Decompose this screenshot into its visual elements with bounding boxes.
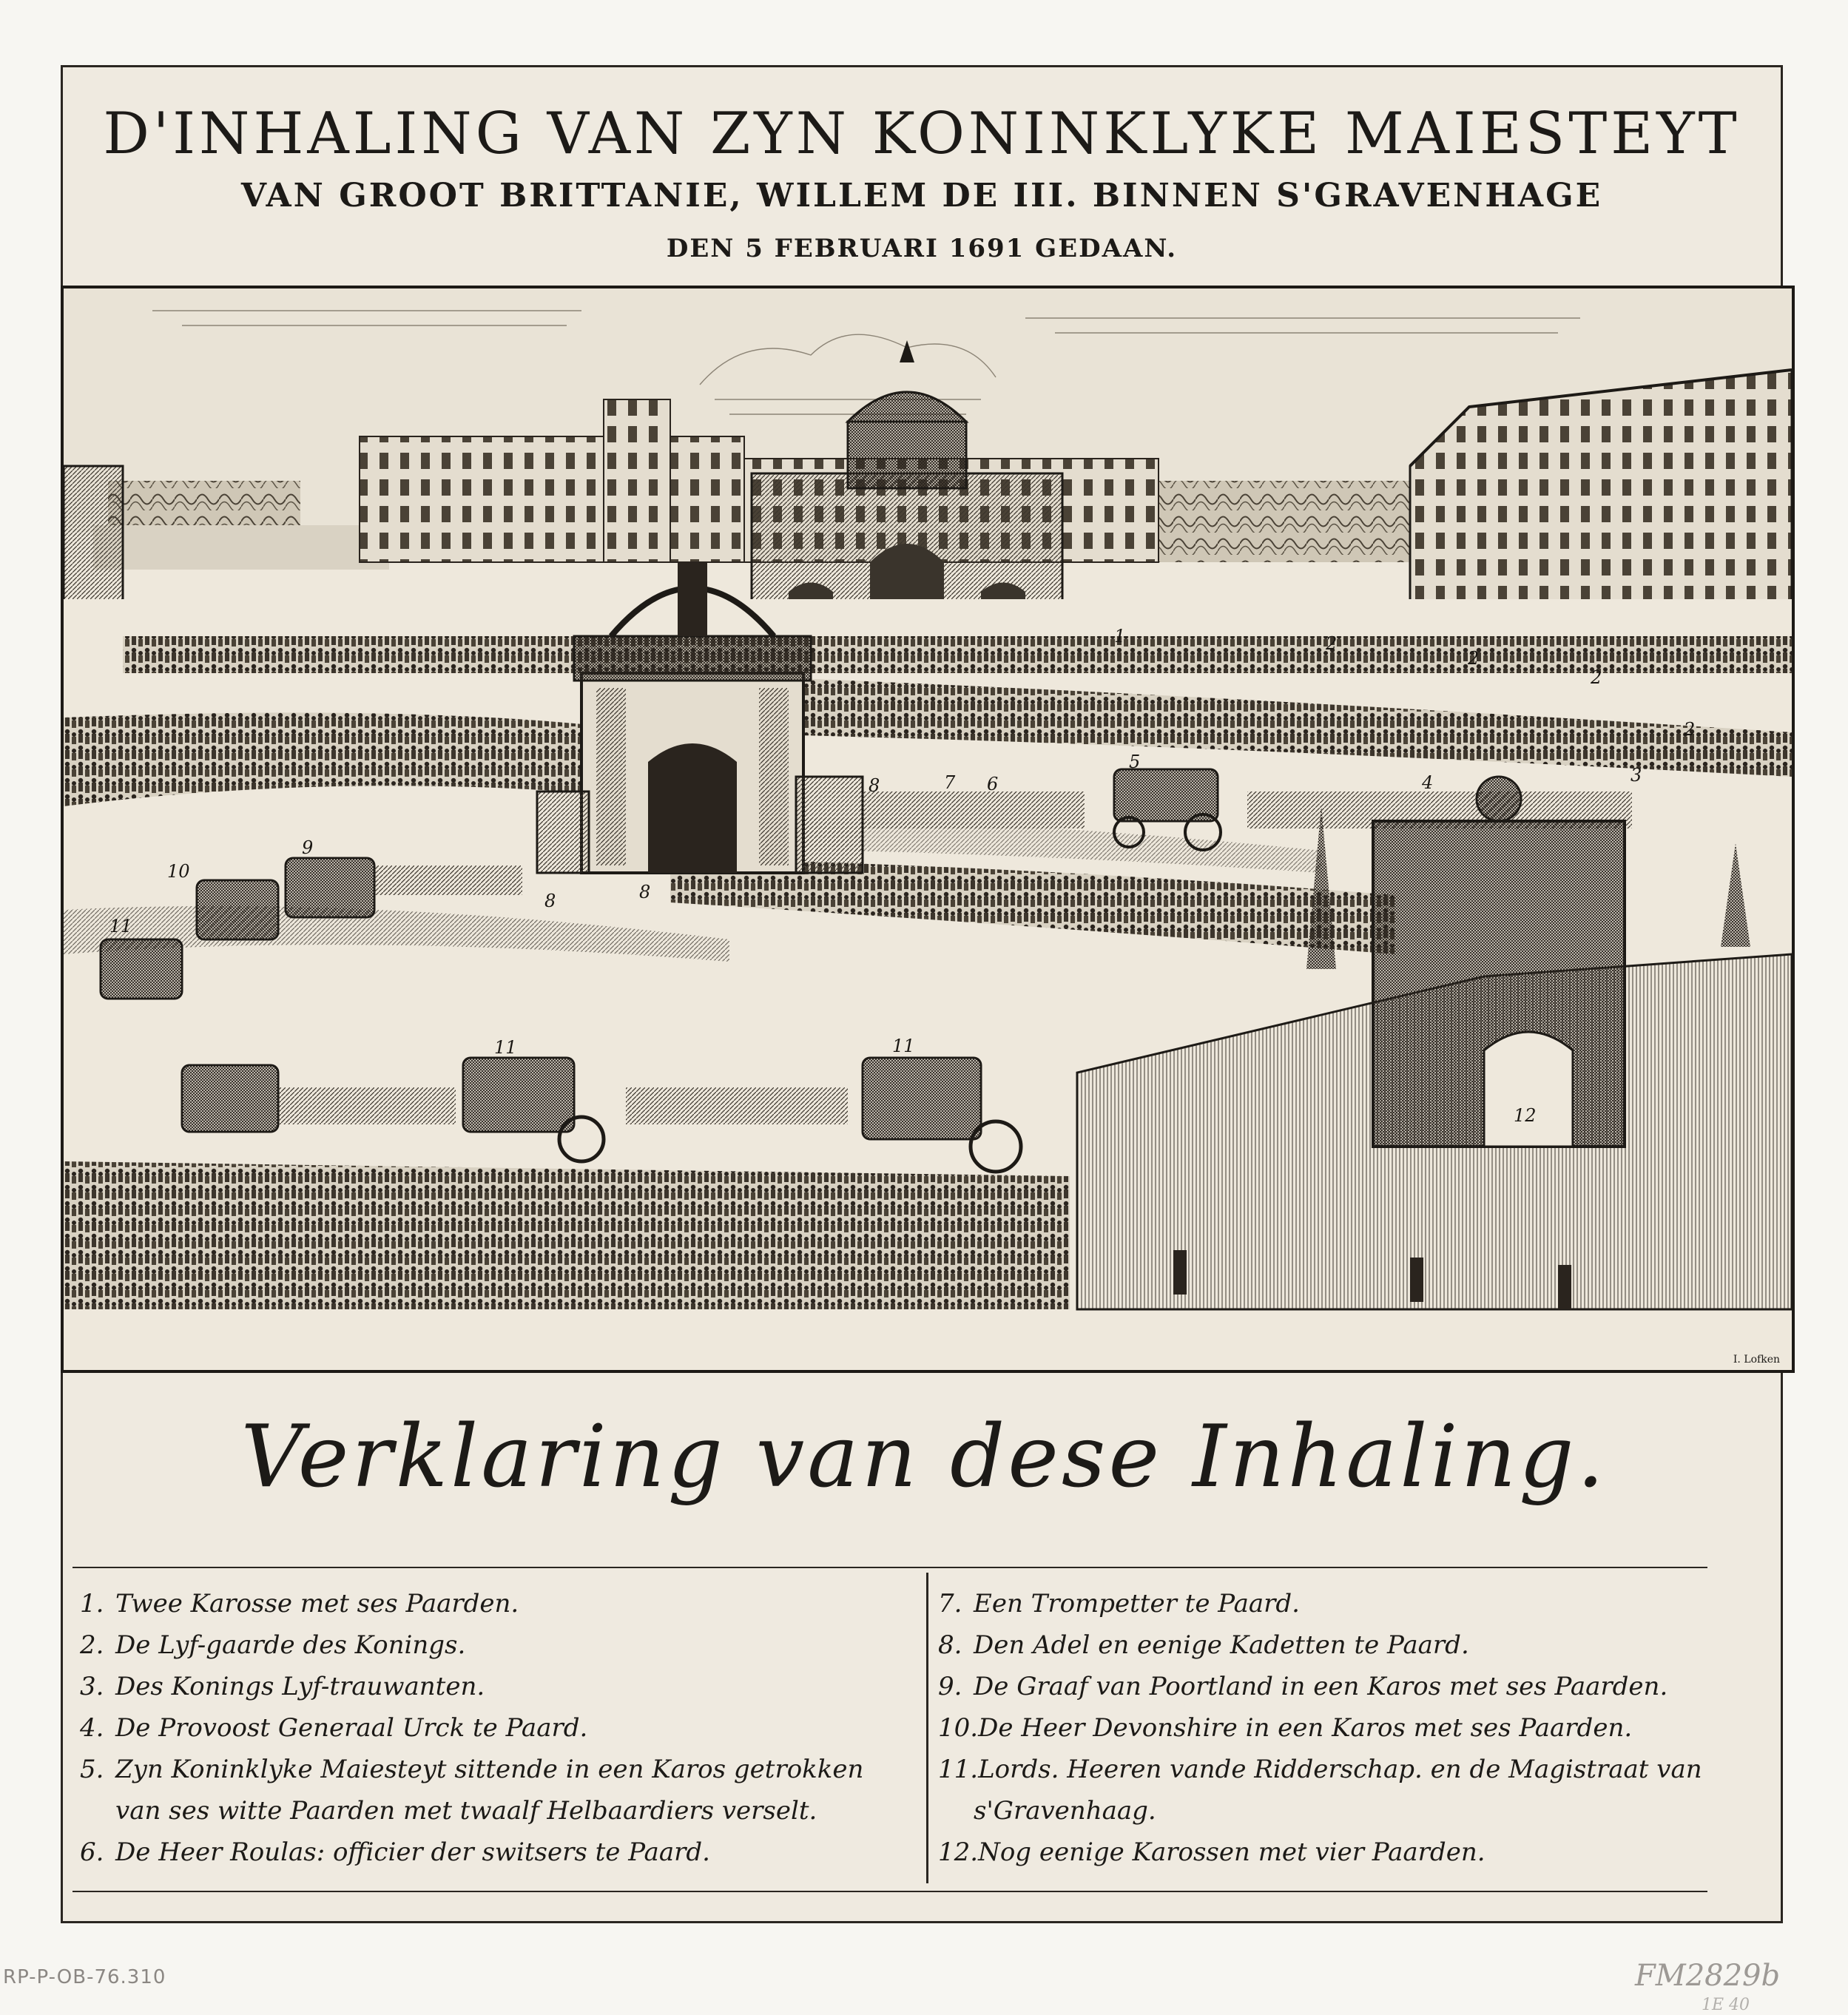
tower (604, 399, 670, 562)
legend-entry: 1. Twee Karosse met ses Paarden. (80, 1589, 519, 1619)
legend-title: Verklaring van dese Inhaling. (240, 1407, 1608, 1507)
legend-entry: 6. De Heer Roulas: officier der switsers te Paard. (80, 1837, 710, 1867)
inventory-pencil-mark: FM2829b (1635, 1959, 1781, 1993)
legend-entry: 2. De Lyf-gaarde des Konings. (80, 1630, 466, 1660)
legend (72, 1567, 1707, 1892)
key-number-8c: 8 (639, 882, 651, 902)
key-number-5: 5 (1129, 752, 1141, 772)
key-number-4: 4 (1422, 772, 1434, 793)
title-line-3: DEN 5 FEBRUARI 1691 GEDAAN. (666, 234, 1178, 263)
legend-column-left (80, 1583, 894, 1873)
key-number-12: 12 (1514, 1105, 1537, 1126)
inventory-number: RP-P-OB-76.310 (3, 1966, 166, 1988)
title-block (63, 100, 1781, 266)
key-number-2a: 2 (1326, 633, 1338, 654)
pond (93, 525, 389, 570)
legend-entry: 5. Zyn Koninklyke Maiesteyt sittende in een Karos getrokken (80, 1755, 864, 1784)
key-number-11a: 11 (109, 916, 132, 936)
legend-divider (926, 1573, 928, 1883)
buildings-background-left (360, 436, 744, 562)
legend-entry: 3. Des Konings Lyf-trauwanten. (80, 1672, 485, 1701)
key-number-1: 1 (1114, 626, 1126, 647)
key-number-10: 10 (167, 861, 190, 882)
key-number-2d: 2 (1684, 719, 1696, 740)
title-line-1: D'INHALING VAN ZYN KONINKLYKE MAIESTEYT (103, 101, 1741, 167)
inventory-pencil-mark-2: 1E 40 (1702, 1996, 1750, 2014)
legend-column-right (938, 1583, 1752, 1873)
key-number-7: 7 (944, 772, 956, 793)
engraver-signature: I. Lofken (1733, 1354, 1780, 1366)
buildings-right (1410, 370, 1792, 636)
key-number-11b: 11 (494, 1037, 517, 1058)
legend-entry: 9. De Graaf van Poortland in een Karos met ses Paarden. (938, 1672, 1668, 1701)
legend-entry: 12.Nog eenige Karossen met vier Paarden. (938, 1837, 1486, 1867)
key-number-8b: 8 (544, 891, 556, 911)
key-number-2b: 2 (1468, 648, 1480, 669)
engraving-procession-scene (61, 286, 1795, 1373)
key-number-11c: 11 (892, 1036, 915, 1056)
legend-entry: 11.Lords. Heeren vande Ridderschap. en de Magistraat van (938, 1755, 1702, 1784)
legend-entry-continuation: van ses witte Paarden met twaalf Helbaardiers verselt. (115, 1796, 817, 1826)
key-number-9: 9 (302, 837, 314, 858)
engraving-illustration (64, 288, 1792, 1370)
key-number-2c: 2 (1591, 667, 1602, 688)
crowd-foreground (64, 1161, 1070, 1309)
legend-entry-continuation: s'Gravenhaag. (974, 1796, 1156, 1826)
title-line-2: VAN GROOT BRITTANIE, WILLEM DE III. BINNEN S'GRAVENHAGE (240, 177, 1603, 215)
key-number-3: 3 (1631, 765, 1642, 786)
legend-entry: 7. Een Trompetter te Paard. (938, 1589, 1300, 1619)
key-number-6: 6 (987, 774, 999, 794)
key-number-8a: 8 (869, 775, 880, 796)
legend-entry: 4. De Provoost Generaal Urck te Paard. (80, 1713, 588, 1743)
legend-entry: 8. Den Adel en eenige Kadetten te Paard. (938, 1630, 1469, 1660)
crowd-background (123, 636, 1792, 673)
legend-entry: 10.De Heer Devonshire in een Karos met ses Paarden. (938, 1713, 1633, 1743)
